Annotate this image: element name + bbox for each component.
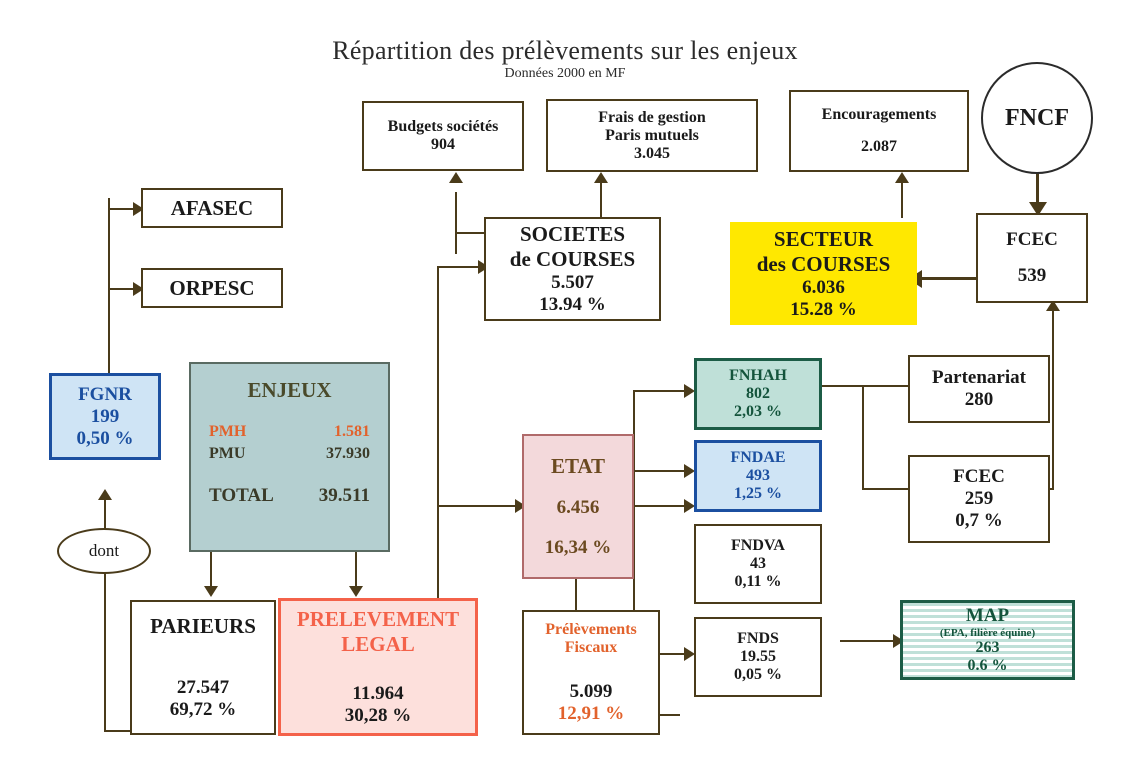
node-encouragements[interactable] — [789, 90, 969, 172]
node-enjeux[interactable] — [189, 362, 390, 552]
node-map[interactable] — [900, 600, 1075, 680]
node-label-line2: de COURSES — [509, 247, 636, 271]
node-budgets-societes[interactable] — [362, 101, 524, 171]
page-subtitle: Données 2000 en MF — [504, 66, 626, 81]
node-pct: 15.28 % — [790, 298, 857, 320]
node-societes-courses[interactable] — [484, 217, 661, 321]
node-pct: 0,11 % — [734, 573, 782, 590]
page-title: Répartition des prélèvements sur les enjeux — [332, 36, 798, 65]
node-partenariat[interactable] — [908, 355, 1050, 423]
node-value: 6.036 — [802, 276, 845, 298]
node-label: PARIEURS — [150, 614, 256, 638]
node-label-line1: Prélèvements — [545, 620, 637, 638]
connector — [210, 552, 212, 588]
node-label: Partenariat — [932, 367, 1026, 388]
node-pct: 0,05 % — [734, 666, 782, 683]
node-value: 43 — [750, 555, 766, 572]
arrowhead-up — [895, 172, 909, 183]
node-label: FCEC — [953, 466, 1005, 487]
connector — [862, 385, 864, 490]
node-label-line1: SECTEUR — [773, 226, 874, 251]
node-pct: 2,03 % — [734, 403, 782, 420]
node-label-line2: des COURSES — [756, 251, 891, 276]
enjeux-row-value-2: 39.511 — [318, 485, 370, 506]
node-value: 2.087 — [861, 138, 897, 155]
node-dont[interactable] — [57, 528, 151, 574]
connector — [822, 385, 910, 387]
node-value: 19.55 — [740, 648, 776, 665]
node-pct: 69,72 % — [169, 699, 237, 720]
node-value: 3.045 — [634, 144, 670, 162]
connector — [437, 505, 522, 507]
node-fnds[interactable] — [694, 617, 822, 697]
enjeux-row-name-0: PMH — [209, 423, 247, 440]
node-label-line1: SOCIETES — [519, 222, 626, 246]
node-label: FCEC — [1006, 229, 1058, 250]
node-pct: 13.94 % — [539, 294, 606, 315]
enjeux-row-value-1: 37.930 — [326, 445, 370, 462]
node-label: ETAT — [550, 454, 606, 478]
connector — [104, 730, 132, 732]
node-orpesc[interactable] — [141, 268, 283, 308]
node-label-line2: LEGAL — [341, 632, 415, 656]
connector — [575, 578, 577, 612]
node-value: 539 — [1017, 265, 1047, 286]
node-pct: 1,25 % — [734, 485, 782, 502]
connector — [917, 277, 981, 280]
node-parieurs[interactable] — [130, 600, 276, 735]
enjeux-row-name-1: PMU — [209, 445, 246, 462]
node-value: 259 — [964, 488, 994, 509]
node-value: 5.507 — [551, 272, 594, 293]
connector — [862, 488, 910, 490]
node-label: FNDAE — [730, 449, 786, 466]
arrowhead-up — [98, 489, 112, 500]
node-value: 263 — [975, 639, 1000, 656]
node-pct: 12,91 % — [557, 702, 625, 724]
node-pct: 0,7 % — [955, 510, 1003, 531]
node-label: MAP — [965, 605, 1010, 626]
enjeux-row-name-2: TOTAL — [209, 485, 274, 506]
node-label-line2: Fiscaux — [564, 638, 618, 656]
node-value: 27.547 — [176, 677, 230, 698]
node-fncf[interactable] — [981, 62, 1093, 174]
connector — [901, 183, 903, 218]
connector — [633, 470, 691, 472]
node-value: 11.964 — [352, 683, 404, 704]
connector — [108, 208, 136, 210]
node-label: FGNR — [78, 383, 132, 405]
node-label: FNCF — [1005, 104, 1069, 131]
connector — [455, 192, 457, 234]
node-value: 802 — [746, 385, 770, 402]
connector — [104, 500, 106, 530]
connector — [633, 505, 691, 507]
node-label-line1: PRELEVEMENT — [296, 607, 460, 631]
node-label-line2: Paris mutuels — [605, 126, 699, 144]
connector — [1052, 310, 1054, 490]
node-pct: 16,34 % — [544, 537, 612, 558]
node-value: 6.456 — [556, 497, 600, 518]
node-afasec[interactable] — [141, 188, 283, 228]
node-pct: 0.6 % — [967, 657, 1008, 674]
node-fcec-top[interactable] — [976, 213, 1088, 303]
node-value: 199 — [90, 405, 120, 427]
node-value: 904 — [431, 136, 455, 153]
node-pct: 30,28 % — [344, 705, 412, 726]
node-fndva[interactable] — [694, 524, 822, 604]
arrowhead-up — [594, 172, 608, 183]
node-label: FNDS — [737, 630, 779, 647]
node-fnhah[interactable] — [694, 358, 822, 430]
enjeux-row-value-0: 1.581 — [334, 423, 370, 440]
connector — [104, 572, 106, 732]
arrowhead-down — [349, 586, 363, 597]
node-fgnr[interactable] — [49, 373, 161, 460]
node-frais-gestion[interactable] — [546, 99, 758, 172]
node-pct: 0,50 % — [76, 427, 134, 449]
node-prelevement-legal[interactable] — [278, 598, 478, 736]
node-sublabel: (EPA, filière équine) — [939, 627, 1036, 639]
node-label: ORPESC — [169, 275, 255, 300]
node-fndae[interactable] — [694, 440, 822, 512]
node-value: 280 — [964, 389, 994, 410]
arrowhead-down — [204, 586, 218, 597]
node-value: 5.099 — [569, 680, 613, 702]
arrowhead-up — [449, 172, 463, 183]
node-label: FNHAH — [729, 367, 787, 384]
connector — [437, 266, 439, 616]
node-label: AFASEC — [170, 195, 254, 220]
node-prelevements-fiscaux[interactable] — [522, 610, 660, 735]
connector — [840, 640, 900, 642]
connector — [660, 714, 680, 716]
node-label: Encouragements — [821, 106, 937, 123]
node-secteur-courses[interactable] — [730, 222, 917, 325]
node-label-line1: Frais de gestion — [598, 108, 706, 126]
connector — [108, 288, 136, 290]
node-label: ENJEUX — [247, 378, 332, 402]
node-label: Budgets sociétés — [387, 118, 499, 135]
connector — [633, 390, 691, 392]
node-etat[interactable] — [522, 434, 634, 579]
node-label: FNDVA — [731, 537, 785, 554]
node-label: dont — [88, 541, 120, 560]
node-fcec-mid[interactable] — [908, 455, 1050, 543]
connector — [600, 183, 602, 218]
connector — [355, 552, 357, 588]
connector — [108, 198, 110, 388]
node-value: 493 — [746, 467, 770, 484]
